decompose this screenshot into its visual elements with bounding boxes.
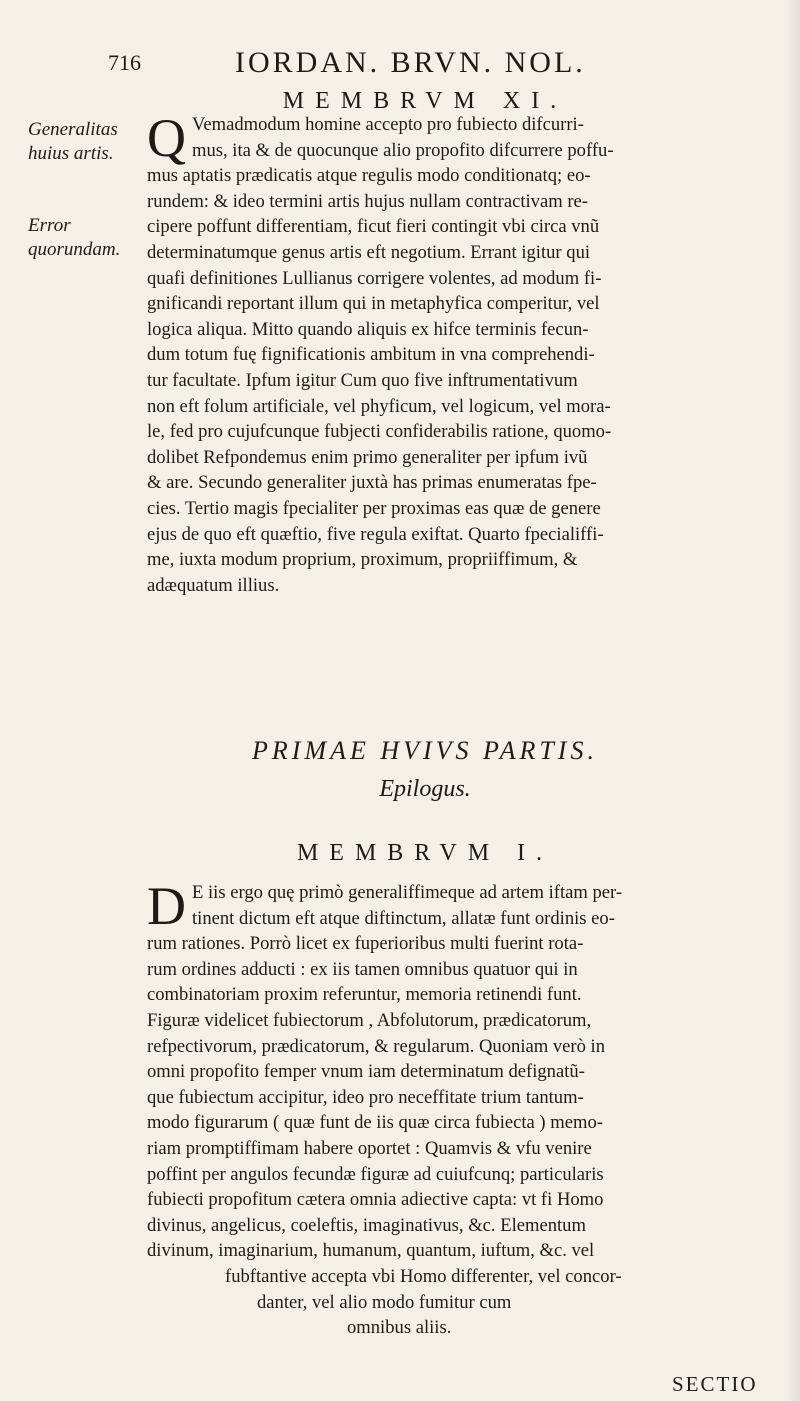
text-line: determinatumque genus artis eft negotium. Errant igitur qui <box>147 241 591 263</box>
margin-note-generalitas: Generalitas huius artis. <box>28 119 118 164</box>
text-line: que fubiectum accipitur, ideo pro neceffitate trium tantum- <box>147 1086 584 1108</box>
text-line: tinent dictum eft atque diftinctum, allatæ funt ordinis eo- <box>192 907 615 929</box>
text-line: logica aliqua. Mitto quando aliquis ex hifce terminis fecun- <box>147 318 589 340</box>
text-line: modo figurarum ( quæ funt de iis quæ circa fubiecta ) memo- <box>147 1112 603 1134</box>
text-line: fubftantive accepta vbi Homo differenter, vel concor- <box>225 1265 622 1287</box>
part-title: PRIMAE HVIVS PARTIS. <box>252 736 598 765</box>
text-line: divinum, imaginarium, humanum, quantum, iuftum, &c. vel <box>147 1240 595 1262</box>
text-line: fubiecti propofitum cætera omnia adiective capta: vt fi Homo <box>147 1189 604 1211</box>
text-line: non eft folum artificiale, vel phyficum, vel logicum, vel mora- <box>147 395 611 417</box>
text-line: ejus de quo eft quæftio, five regula exiftat. Quarto fpecialiffi- <box>147 523 604 545</box>
text-line: omni propofito femper vnum iam determinatum defignatũ- <box>147 1061 585 1083</box>
dropcap-q: Q <box>147 108 186 168</box>
text-line: danter, vel alio modo fumitur cum <box>257 1291 512 1313</box>
text-line: dolibet Refpondemus enim primo generaliter per ipfum ivũ <box>147 446 588 468</box>
membrum-heading-i: MEMBRVM I. <box>296 840 554 866</box>
text-line: mus aptatis prædicatis atque regulis modo conditionatq; eo- <box>147 165 591 187</box>
text-line: dum totum fuę fignificationis ambitum in vna comprehendi- <box>147 344 595 366</box>
text-line: cipere poffunt differentiam, ficut fieri contingit vbi circa vnũ <box>147 216 600 238</box>
text-line: E iis ergo quę primò generaliffimeque ad artem iftam per- <box>192 882 623 903</box>
membrum-heading-xi: MEMBRVM XI. <box>282 88 568 114</box>
text-line: cies. Tertio magis fpecialiter per proximas eas quæ de genere <box>147 497 601 519</box>
running-head: IORDAN. BRVN. NOL. <box>235 46 586 79</box>
text-line: rum ordines adducti : ex iis tamen omnibus quatuor qui in <box>147 958 578 980</box>
paragraph-2 <box>147 876 792 1341</box>
page-number: 716 <box>108 50 141 75</box>
text-line: & are. Secundo generaliter juxtà has primas enumeratas fpe- <box>147 472 597 494</box>
catchword: SECTIO <box>672 1372 758 1396</box>
paragraph-1 <box>147 108 792 598</box>
text-line: gnificandi reportant illum qui in metaphyfica comperitur, vel <box>147 293 600 315</box>
text-line: riam promptiffimam habere oportet : Quamvis & vfu venire <box>147 1137 592 1159</box>
text-line: omnibus aliis. <box>347 1317 452 1339</box>
text-line: poffint per angulos fecundæ figuræ ad cuiufcunq; particularis <box>147 1163 604 1185</box>
text-line: tur facultate. Ipfum igitur Cum quo five inftrumentativum <box>147 369 578 391</box>
page-header <box>0 46 800 86</box>
text-line: le, fed pro cujufcunque fubjecti confiderabilis ratione, quomo- <box>147 421 612 443</box>
dropcap-d: D <box>147 876 186 936</box>
text-line: mus, ita & de quocunque alio propofito difcurrere poffu- <box>192 139 614 161</box>
text-line: combinatoriam proxim referuntur, memoria retinendi funt. <box>147 984 582 1006</box>
text-line: rundem: & ideo termini artis hujus nullam contractivam re- <box>147 190 588 212</box>
text-line: divinus, angelicus, coeleftis, imaginativus, &c. Elementum <box>147 1214 586 1236</box>
text-line: me, iuxta modum proprium, proximum, propriiffimum, & <box>147 549 578 571</box>
text-line: rum rationes. Porrò licet ex fuperioribus multi fuerint rota- <box>147 933 584 955</box>
margin-note-error: Error quorundam. <box>28 215 121 260</box>
text-line: refpectivorum, prædicatorum, & regularum. Quoniam verò in <box>147 1035 605 1057</box>
text-line: Vemadmodum homine accepto pro fubiecto difcurri- <box>192 114 584 135</box>
text-line: quafi definitiones Lullianus corrigere volentes, ad modum fi- <box>147 267 602 289</box>
part-subtitle: Epilogus. <box>379 776 471 802</box>
text-line: Figuræ videlicet fubiectorum , Abfolutorum, prædicatorum, <box>147 1009 592 1031</box>
text-line: adæquatum illius. <box>147 574 280 596</box>
